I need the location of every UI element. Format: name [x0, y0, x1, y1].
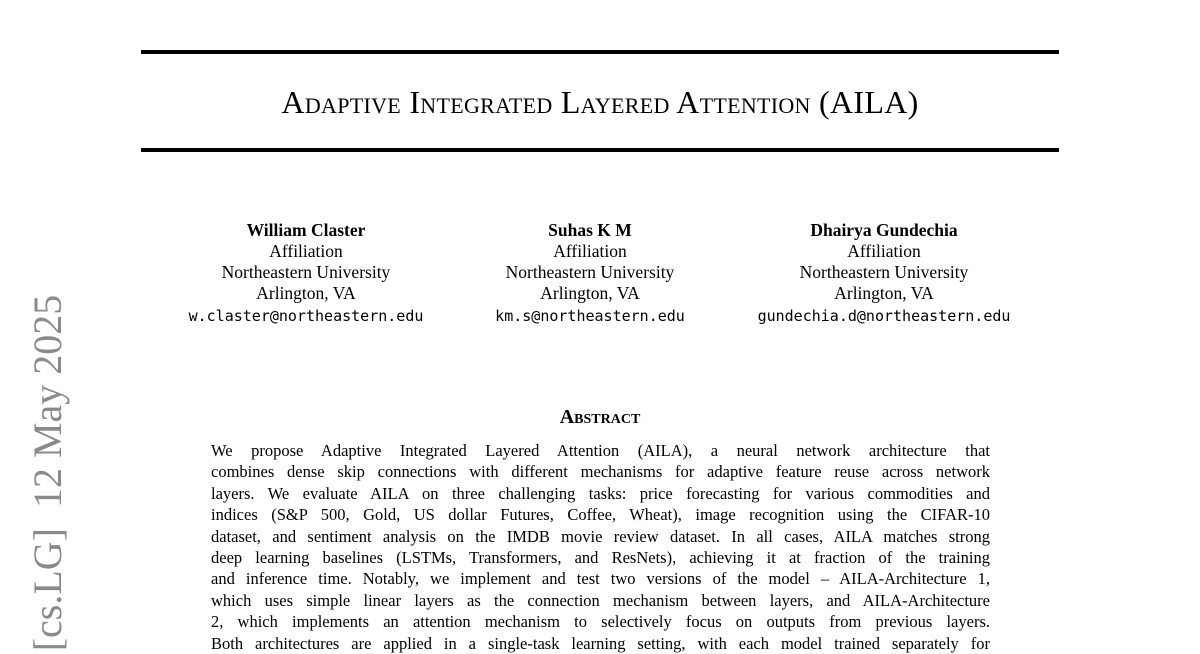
- author-institution: Northeastern University: [799, 262, 969, 282]
- author-institution: Northeastern University: [505, 262, 675, 282]
- author-location: Arlington, VA: [834, 283, 934, 303]
- abstract-body: [211, 440, 990, 654]
- arxiv-stamp: [26, 295, 70, 652]
- author-email[interactable]: gundechia.d@northeastern.edu: [757, 307, 1011, 325]
- author-email[interactable]: km.s@northeastern.edu: [495, 307, 685, 325]
- abstract-line: deep learning baselines (LSTMs, Transformers, and ResNets), achieving it at fraction of the training: [211, 547, 990, 567]
- author-location: Arlington, VA: [256, 283, 356, 303]
- abstract-line: indices (S&P 500, Gold, US dollar Futures, Coffee, Wheat), image recognition using the CIFAR-10: [211, 505, 990, 525]
- author-block: [168, 220, 444, 328]
- author-affiliation-label: Affiliation: [847, 241, 921, 261]
- author-institution: Northeastern University: [221, 262, 391, 282]
- author-block: [736, 220, 1032, 328]
- paper-title: Adaptive Integrated Layered Attention (AILA): [281, 84, 919, 120]
- author-affiliation-label: Affiliation: [553, 241, 627, 261]
- abstract-line: Both architectures are applied in a single-task learning setting, with each model trained separately for: [211, 633, 990, 653]
- abstract-line: 2, which implements an attention mechanism to selectively focus on outputs from previous layers.: [211, 612, 990, 632]
- author-location: Arlington, VA: [540, 283, 640, 303]
- abstract-line: dataset, and sentiment analysis on the IMDB movie review dataset. In all cases, AILA matches strong: [211, 526, 990, 546]
- author-email[interactable]: w.claster@northeastern.edu: [188, 307, 424, 325]
- abstract-line: which uses simple linear layers as the connection mechanism between layers, and AILA-Architecture: [211, 590, 990, 610]
- arxiv-date: 12 May 2025: [25, 294, 70, 509]
- abstract-line: We propose Adaptive Integrated Layered Attention (AILA), a neural network architecture that: [211, 441, 990, 460]
- abstract-line: combines dense skip connections with different mechanisms for adaptive feature reuse across network: [211, 462, 990, 482]
- author-name: Suhas K M: [548, 220, 632, 240]
- author-affiliation-label: Affiliation: [269, 241, 343, 261]
- abstract-line: and inference time. Notably, we implement and test two versions of the model – AILA-Architecture 1,: [211, 569, 990, 589]
- title-top-rule: [141, 50, 1059, 54]
- author-name: William Claster: [246, 220, 366, 240]
- author-name: Dhairya Gundechia: [810, 220, 958, 240]
- abstract-heading: Abstract: [559, 406, 641, 428]
- title-bottom-rule: [141, 148, 1059, 152]
- arxiv-category: [cs.LG]: [25, 528, 70, 652]
- author-block: [460, 220, 720, 328]
- abstract-line: layers. We evaluate AILA on three challenging tasks: price forecasting for various commodities and: [211, 483, 990, 503]
